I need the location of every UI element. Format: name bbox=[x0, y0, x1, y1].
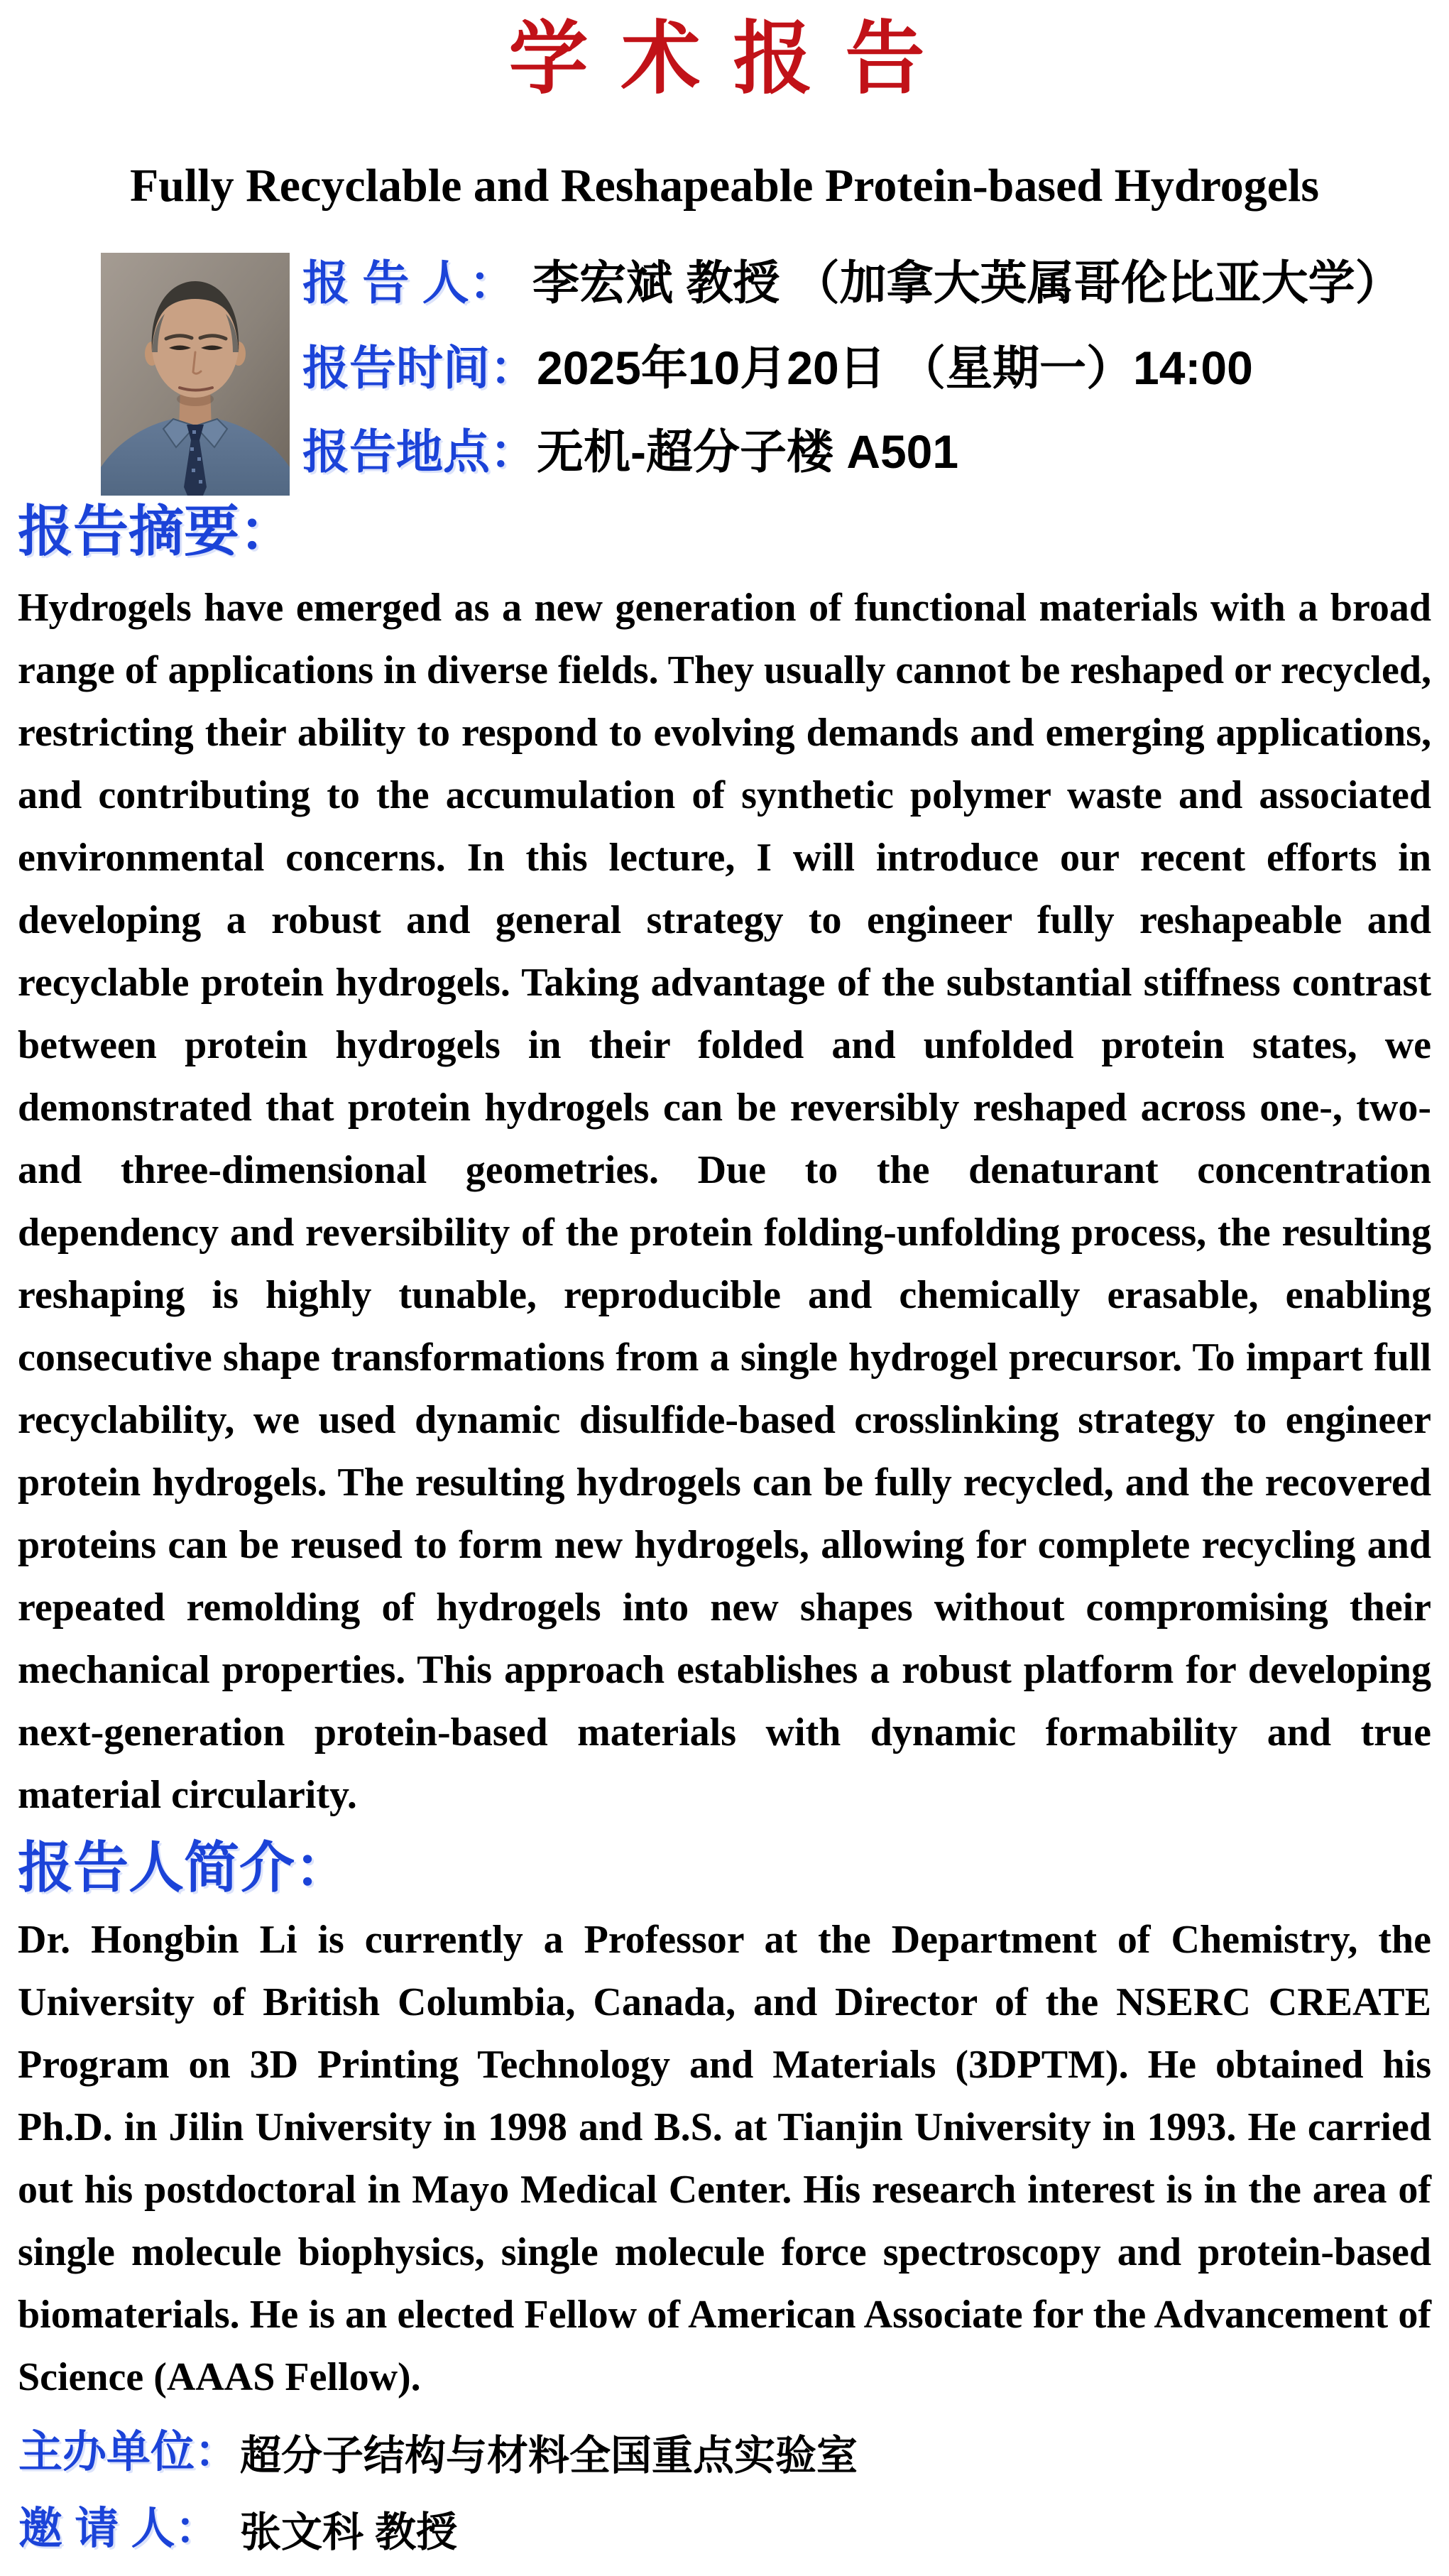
speaker-value: 李宏斌 教授 （加拿大英属哥伦比亚大学） bbox=[532, 256, 1402, 309]
host-value: 超分子结构与材料全国重点实验室 bbox=[240, 2433, 858, 2479]
inviter-value: 张文科 教授 bbox=[240, 2509, 458, 2555]
speaker-photo bbox=[101, 253, 290, 496]
time-row bbox=[302, 342, 1253, 394]
bio-body: Dr. Hongbin Li is currently a Professor at the Department of Chemistry, the University of British Columbia, Canada, and Director of the NSERC CREATE Program on 3D Printing Technology and Materials (3DPTM). He obtained his Ph.D. in Jilin University in 1998 and B.S. at Tianjin University in 1993. He carried out his postdoctoral in Mayo Medical Center. His research interest is in the area of single molecule biophysics, single molecule force spectroscopy and protein-based biomaterials. He is an elected Fellow of American Associate for the Advancement of Science (AAAS Fellow). bbox=[18, 1918, 1431, 2399]
location-value: 无机-超分子楼 A501 bbox=[537, 425, 959, 478]
bio-heading: 报告人简介： bbox=[18, 1836, 351, 1899]
abstract-heading: 报告摘要： bbox=[18, 500, 295, 562]
speaker-label: 报 告 人： bbox=[302, 256, 516, 309]
page-title: 学术报告 bbox=[508, 16, 958, 104]
speaker-row bbox=[302, 257, 1402, 309]
location-row bbox=[302, 426, 958, 478]
inviter-label: 邀 请 人： bbox=[18, 2504, 219, 2553]
time-value: 2025年10月20日 （星期一）14:00 bbox=[537, 342, 1253, 394]
location-label: 报告地点： bbox=[302, 425, 537, 478]
host-label: 主办单位： bbox=[18, 2428, 239, 2477]
inviter-row bbox=[18, 2505, 457, 2558]
host-row bbox=[18, 2428, 858, 2481]
lecture-title: Fully Recyclable and Reshapeable Protein-based Hydrogels bbox=[129, 160, 1320, 212]
time-label: 报告时间： bbox=[302, 342, 537, 394]
abstract-body: Hydrogels have emerged as a new generation of functional materials with a broad range of applications in diverse fields. They usually cannot be reshaped or recycled, restricting their ability to respond to evolving demands and emerging applications, and contributing to the accumulation of synthetic polymer waste and associated environmental concerns. In this lecture, I will introduce our recent efforts in developing a robust and general strategy to engineer fully reshapeable and recyclable protein hydrogels. Taking advantage of the substantial stiffness contrast between protein hydrogels in their folded and unfolded protein states, we demonstrated that protein hydrogels can be reversibly reshaped across one-, two- and three-dimensional geometries. Due to the denaturant concentration dependency and reversibility of the protein folding-unfolding process, the resulting reshaping is highly tunable, reproducible and chemically erasable, enabling consecutive shape transformations from a single hydrogel precursor. To impart full recyclability, we used dynamic disulfide-based crosslinking strategy to engineer protein hydrogels. The resulting hydrogels can be fully recycled, and the recovered proteins can be reused to form new hydrogels, allowing for complete recycling and repeated remolding of hydrogels into new shapes without compromising their mechanical properties. This approach establishes a robust platform for developing next-generation protein-based materials with dynamic formability and true material circularity. bbox=[18, 586, 1431, 1817]
